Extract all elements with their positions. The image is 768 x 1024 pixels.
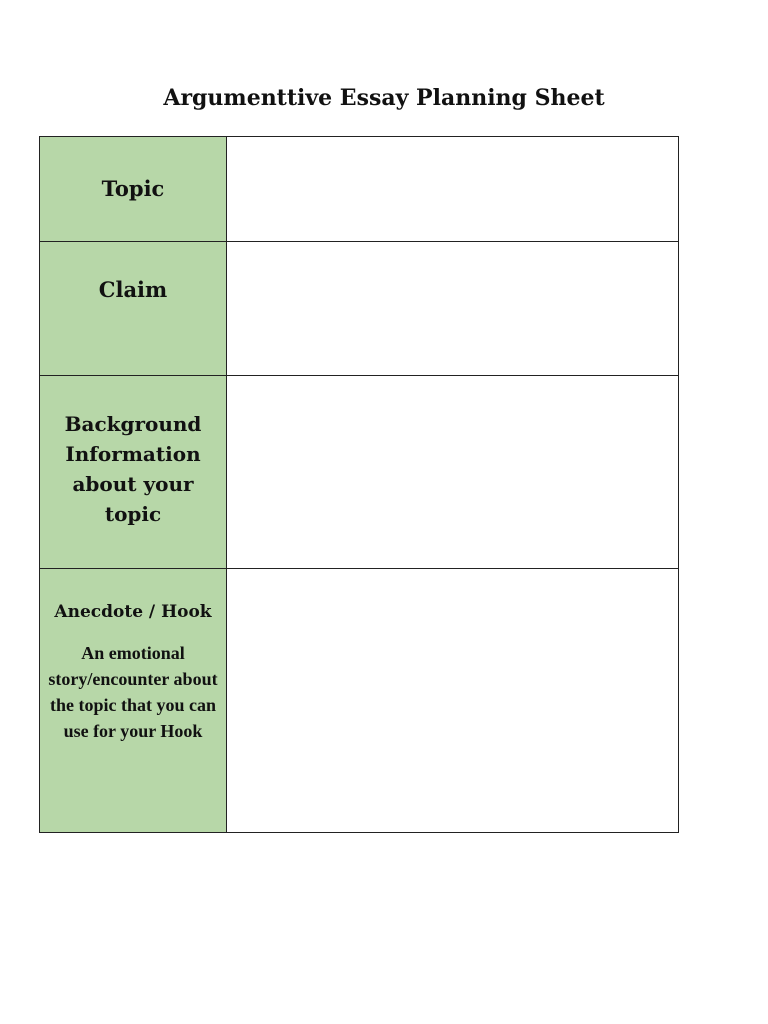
anecdote-label: Anecdote / Hook (54, 602, 212, 622)
anecdote-answer-cell[interactable] (227, 569, 679, 833)
claim-label-cell (40, 242, 227, 376)
claim-answer-cell[interactable] (227, 242, 679, 376)
topic-label: Topic (101, 176, 165, 201)
background-label-cell (40, 376, 227, 569)
topic-row (40, 137, 679, 242)
claim-row (40, 242, 679, 376)
claim-label: Claim (98, 277, 168, 302)
planning-table (39, 136, 679, 833)
anecdote-label-cell (40, 569, 227, 833)
topic-answer-cell[interactable] (227, 137, 679, 242)
background-row (40, 376, 679, 569)
anecdote-description: An emotional story/encounter about the topic that you can use for your Hook (48, 643, 218, 741)
background-answer-cell[interactable] (227, 376, 679, 569)
background-label: Background Information about your topic (64, 412, 202, 526)
topic-label-cell (40, 137, 227, 242)
anecdote-row (40, 569, 679, 833)
page-title: Argumenttive Essay Planning Sheet (163, 85, 605, 111)
